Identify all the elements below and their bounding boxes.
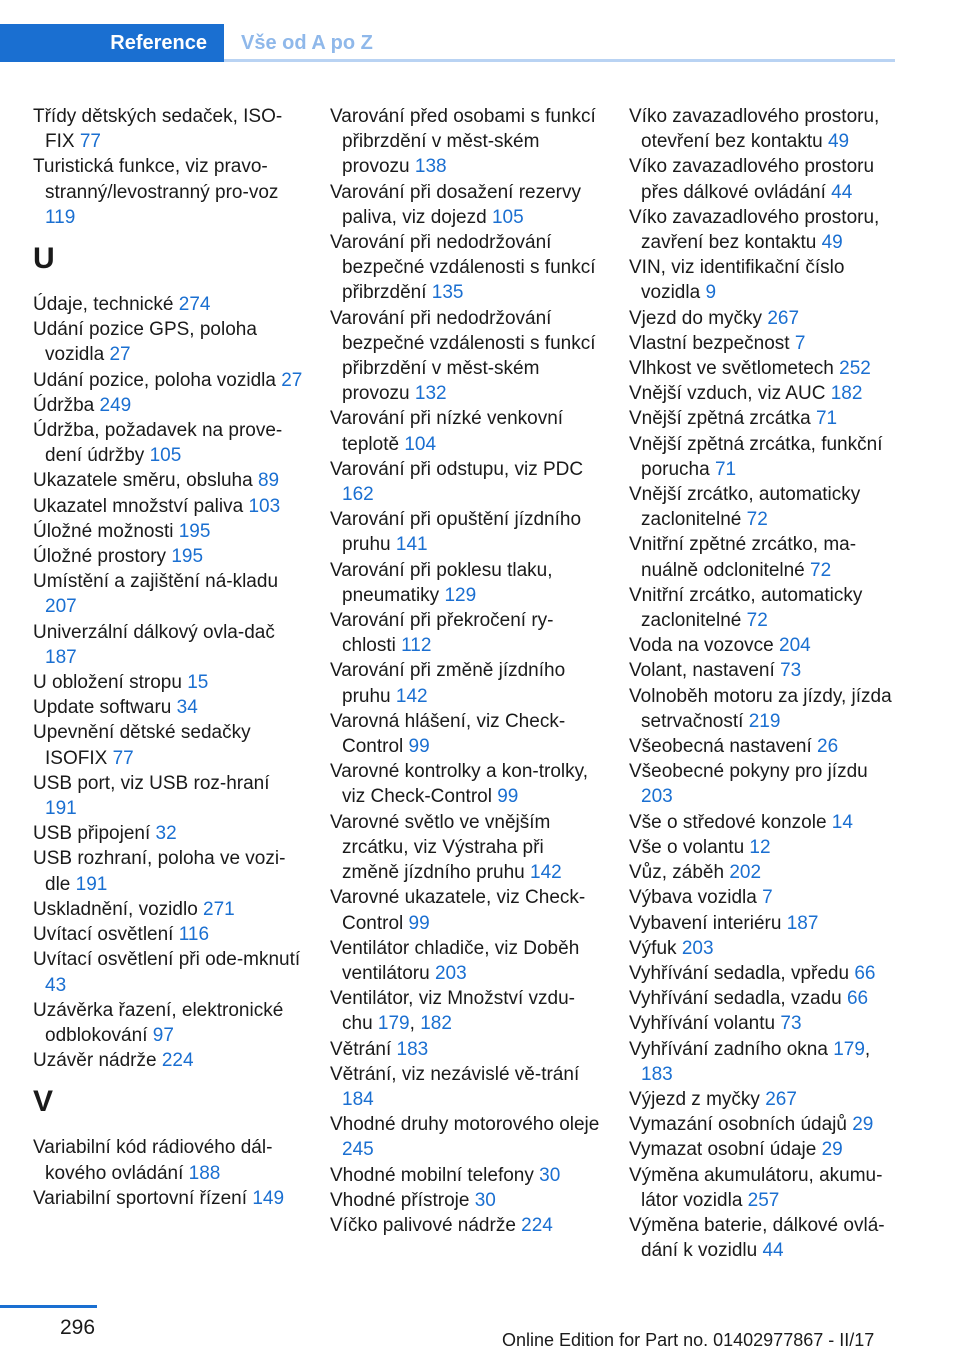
index-term: USB připojení <box>33 823 151 845</box>
page-link[interactable]: 49 <box>821 232 843 254</box>
page-link[interactable]: 71 <box>714 458 737 480</box>
index-entry <box>629 1213 897 1263</box>
page-link[interactable]: 72 <box>810 559 832 581</box>
index-term: Vnitřní zrcátko, automaticky zaclonitelné <box>629 584 863 632</box>
page-link[interactable]: 203 <box>434 962 467 984</box>
page-link[interactable]: 162 <box>342 484 374 506</box>
index-entry <box>629 381 897 406</box>
page-link[interactable]: 9 <box>705 282 717 304</box>
index-term: Vůz, záběh <box>629 862 725 884</box>
page-link[interactable]: 73 <box>780 1013 802 1035</box>
index-entry <box>629 860 897 885</box>
index-entry <box>629 810 897 835</box>
index-term: Varování při poklesu tlaku, pneumatiky <box>330 559 553 606</box>
index-entry: Ventilátor, viz Množství vzdu-chu 179, 182 <box>330 988 575 1035</box>
index-entry <box>330 1163 600 1188</box>
index-entry <box>33 771 303 821</box>
page-number: 296 <box>60 1316 96 1339</box>
page-link[interactable]: 7 <box>762 887 773 909</box>
page-link[interactable]: 49 <box>827 131 850 153</box>
index-term: Vhodné přístroje <box>330 1189 470 1211</box>
header <box>0 24 895 62</box>
page-link[interactable]: 66 <box>854 962 876 984</box>
index-entry <box>33 317 303 367</box>
page-link[interactable]: 71 <box>815 408 838 430</box>
index-term: Vyhřívání sedadla, vpředu <box>629 962 850 984</box>
page-link[interactable]: 179 <box>833 1038 865 1060</box>
index-term: Víko zavazadlového prostoru přes dálkové ovládání <box>629 156 875 203</box>
page-link[interactable]: 184 <box>342 1088 374 1110</box>
page-link[interactable]: 195 <box>171 546 204 568</box>
page-link[interactable]: 129 <box>444 584 477 606</box>
index-letter-heading: U <box>33 242 55 276</box>
index-term: Údaje, technické <box>33 294 174 316</box>
index-term: Varování při změně jízdního pruhu <box>330 660 566 707</box>
page-link[interactable]: 191 <box>45 798 77 820</box>
index-entry <box>629 911 897 936</box>
index-term: Varování při odstupu, viz PDC <box>330 458 584 480</box>
page-link[interactable]: 12 <box>749 836 771 858</box>
index-entry <box>33 947 303 997</box>
page-link[interactable]: 267 <box>767 307 800 329</box>
index-term: Výfuk <box>629 937 677 959</box>
tab-reference[interactable] <box>0 24 224 62</box>
page-link[interactable]: 252 <box>839 358 871 380</box>
index-entry <box>330 658 600 708</box>
index-term: USB port, viz USB roz-hraní <box>33 772 270 794</box>
index-term: Vlhkost ve světlometech <box>629 358 834 380</box>
index-entry <box>629 961 897 986</box>
page-link[interactable]: 27 <box>109 344 131 366</box>
index-entry <box>330 507 600 557</box>
page-link[interactable]: 203 <box>641 786 673 808</box>
page-link[interactable]: 138 <box>414 156 447 178</box>
page-link[interactable]: 257 <box>747 1189 780 1211</box>
page-link[interactable]: 179 <box>377 1013 410 1035</box>
page-link[interactable]: 89 <box>257 470 280 492</box>
index-term: Varování při dosažení rezervy paliva, viz dojezd <box>330 181 581 228</box>
index-term: Vnější zpětná zrcátka, funkční porucha <box>629 433 883 480</box>
index-entry <box>629 684 897 734</box>
index-entry <box>629 1163 897 1213</box>
index-entry <box>629 1087 897 1112</box>
index-term: Upevnění dětské sedačky ISOFIX <box>33 722 251 769</box>
index-entry <box>33 695 303 720</box>
page-link[interactable]: 187 <box>786 912 819 934</box>
page-link[interactable]: 149 <box>252 1187 285 1209</box>
page-link[interactable]: 105 <box>149 445 182 467</box>
index-term: Vhodné mobilní telefony <box>330 1164 534 1186</box>
index-entry <box>33 1135 303 1185</box>
index-term: Udání pozice GPS, poloha vozidla <box>33 319 257 366</box>
index-term: U obložení stropu <box>33 672 182 694</box>
page-link[interactable]: 34 <box>176 697 198 719</box>
index-term: Vlastní bezpečnost <box>629 332 790 354</box>
index-entry <box>629 104 897 154</box>
index-entry <box>629 255 897 305</box>
index-term: Ukazatel množství paliva <box>33 495 244 517</box>
page-link[interactable]: 44 <box>762 1240 784 1262</box>
page-link[interactable]: 44 <box>831 181 853 203</box>
page-link[interactable]: 116 <box>178 924 210 946</box>
index-term: Volant, nastavení <box>629 660 775 682</box>
index-entry <box>330 936 600 986</box>
index-entry <box>629 1137 897 1162</box>
page-link[interactable]: 132 <box>414 383 447 405</box>
page-link[interactable]: 141 <box>395 534 428 556</box>
page-link[interactable]: 7 <box>794 332 806 354</box>
index-entry <box>330 306 600 407</box>
page-link[interactable]: 99 <box>408 736 430 758</box>
index-entry <box>330 759 600 809</box>
page-link[interactable]: 104 <box>404 433 437 455</box>
index-entry <box>33 1186 303 1211</box>
index-entry <box>33 1048 303 1073</box>
index-term: VIN, viz identifikační číslo vozidla <box>629 257 845 304</box>
page-link[interactable]: 195 <box>178 520 211 542</box>
index-entry <box>33 519 303 544</box>
index-entry: Vyhřívání zadního okna 179, 183 <box>629 1038 871 1085</box>
page-link[interactable]: 224 <box>161 1050 194 1072</box>
index-term: Všeobecná nastavení <box>629 736 812 758</box>
index-term: Varování před osobami s funkcí přibrzdění v měst-ském provozu <box>330 106 596 178</box>
index-term: Udání pozice, poloha vozidla <box>33 369 276 391</box>
page-link[interactable]: 135 <box>431 282 464 304</box>
footer-rule <box>0 1305 97 1308</box>
index-term: Varování při nízké venkovní teplotě <box>330 408 564 455</box>
index-term: Uvítací osvětlení <box>33 924 174 946</box>
page-link[interactable]: 182 <box>420 1013 452 1035</box>
index-entry <box>629 633 897 658</box>
index-term: Vnitřní zpětné zrcátko, ma-nuálně odclonitelné <box>629 534 857 581</box>
index-entry <box>629 583 897 633</box>
index-entry <box>629 432 897 482</box>
page-link[interactable]: 99 <box>408 912 430 934</box>
index-term: Uvítací osvětlení při ode-mknutí <box>33 949 301 971</box>
index-term: Variabilní kód rádiového dál-kového ovládání <box>33 1137 273 1184</box>
index-term: Údržba, požadavek na prove-dení údržby <box>33 420 283 467</box>
index-term: Varovné světlo ve vnějším zrcátku, viz Výstraha při změně jízdního pruhu <box>330 811 551 884</box>
index-entry <box>330 104 600 180</box>
index-entry <box>629 331 897 356</box>
index-entry <box>33 468 303 493</box>
index-term: Varovná hlášení, viz Check-Control <box>330 710 566 758</box>
page-link[interactable]: 203 <box>681 937 714 959</box>
page-link[interactable]: 77 <box>112 747 134 769</box>
page-link[interactable]: 119 <box>45 206 76 228</box>
index-term: Turistická funkce, viz pravo-stranný/levostranný pro-voz <box>33 156 279 203</box>
page-link[interactable]: 14 <box>831 811 853 833</box>
index-entry <box>629 1011 897 1036</box>
index-entry <box>330 1188 600 1213</box>
index-term: Vhodné druhy motorového oleje <box>330 1114 600 1136</box>
tab-a-to-z-label: Vše od A po Z <box>241 31 373 54</box>
page-link[interactable]: 112 <box>401 635 432 657</box>
index-entry <box>629 356 897 381</box>
index-term: Větrání <box>330 1038 392 1060</box>
page-link[interactable]: 271 <box>203 898 235 920</box>
index-term: Varování při nedodržování bezpečné vzdálenosti s funkcí přibrzdění v měst-ském provozu <box>330 307 596 405</box>
index-entry <box>629 986 897 1011</box>
index-entry <box>629 406 897 431</box>
index-term: Uzávěr nádrže <box>33 1050 157 1072</box>
page-link[interactable]: 191 <box>75 873 108 895</box>
page-link[interactable]: 274 <box>178 294 211 316</box>
page-link[interactable]: 188 <box>188 1162 221 1184</box>
index-entry <box>629 482 897 532</box>
page-link[interactable]: 183 <box>396 1038 429 1060</box>
index-term: Vše o středové konzole <box>629 811 827 833</box>
index-term: Ventilátor chladiče, viz Doběh ventilátoru <box>330 937 580 984</box>
index-term: Úložné prostory <box>33 546 167 568</box>
page-link[interactable]: 105 <box>491 206 524 228</box>
index-entry <box>33 104 303 154</box>
index-entry <box>629 532 897 582</box>
index-term: Úložné možnosti <box>33 520 174 542</box>
index-term: Update softwaru <box>33 697 172 719</box>
index-term: Vnější vzduch, viz AUC <box>629 383 826 405</box>
index-column-3 <box>629 104 897 1263</box>
index-entry <box>33 418 303 468</box>
index-term: Univerzální dálkový ovla-dač <box>33 621 275 643</box>
index-term: Víko zavazadlového prostoru, otevření bez kontaktu <box>629 106 880 153</box>
page-link[interactable]: 142 <box>395 685 428 707</box>
index-entry <box>330 406 600 456</box>
index-entry <box>33 846 303 896</box>
index-term: Vnější zrcátko, automaticky zaclonitelné <box>629 484 861 531</box>
page-link[interactable]: 182 <box>830 383 863 405</box>
page-link[interactable]: 219 <box>748 710 781 732</box>
page-link[interactable]: 30 <box>474 1189 496 1211</box>
page-link[interactable]: 15 <box>187 672 209 694</box>
index-term: Výbava vozidla <box>629 887 757 909</box>
page-link[interactable]: 97 <box>152 1024 174 1046</box>
index-entry <box>33 494 303 519</box>
index-entry <box>629 759 897 809</box>
index-term: Třídy dětských sedaček, ISO-FIX <box>33 106 283 153</box>
index-entry <box>330 457 600 507</box>
index-entry <box>330 180 600 230</box>
index-entry <box>33 922 303 947</box>
page-link[interactable]: 245 <box>342 1139 374 1161</box>
page-link[interactable]: 103 <box>248 495 281 517</box>
index-entry <box>629 658 897 683</box>
index-term: Umístění a zajištění ná-kladu <box>33 571 279 593</box>
index-entry <box>629 306 897 331</box>
index-term: Varování při nedodržování bezpečné vzdálenosti s funkcí přibrzdění <box>330 232 596 304</box>
page-link[interactable]: 77 <box>79 131 101 153</box>
index-entry <box>33 544 303 569</box>
tab-a-to-z[interactable] <box>224 24 373 62</box>
index-column-2 <box>330 104 600 1238</box>
index-term: Údržba <box>33 394 95 416</box>
page-link[interactable]: 66 <box>846 988 869 1010</box>
index-term: Vyhřívání volantu <box>629 1013 776 1035</box>
index-term: Vše o volantu <box>629 836 745 858</box>
index-term: Vymazat osobní údaje <box>629 1139 817 1161</box>
page-link[interactable]: 187 <box>45 646 77 668</box>
page-link[interactable]: 207 <box>45 596 77 618</box>
index-entry <box>629 835 897 860</box>
page-link[interactable]: 27 <box>281 369 303 391</box>
header-rule <box>224 59 895 62</box>
index-entry <box>330 1213 600 1238</box>
index-term: Volnoběh motoru za jízdy, jízda setrvačností <box>629 685 892 732</box>
page-link[interactable]: 204 <box>779 635 811 657</box>
index-term: Víčko palivové nádrže <box>330 1214 516 1236</box>
index-entry <box>629 205 897 255</box>
page-link[interactable]: 29 <box>852 1114 874 1136</box>
index-entry <box>33 998 303 1048</box>
index-column-1 <box>33 104 303 1211</box>
index-term: USB rozhraní, poloha ve vozi-dle <box>33 848 286 895</box>
index-entry <box>33 292 303 317</box>
index-entry <box>330 230 600 306</box>
index-entry <box>330 709 600 759</box>
index-term: Varování při překročení ry-chlosti <box>330 610 554 657</box>
index-term: Varování při opuštění jízdního pruhu <box>330 509 582 556</box>
index-entry <box>629 936 897 961</box>
page-link[interactable]: 30 <box>539 1164 561 1186</box>
index-entry <box>33 368 303 393</box>
index-term: Vybavení interiéru <box>629 912 782 934</box>
index-entry <box>33 670 303 695</box>
index-entry <box>330 1062 600 1112</box>
index-term: Varovné kontrolky a kon-trolky, viz Check-Control <box>330 761 589 808</box>
index-term: Ventilátor, viz Množství vzdu-chu <box>330 988 575 1035</box>
index-term: Výměna akumulátoru, akumu-látor vozidla <box>629 1164 883 1211</box>
index-entry <box>330 558 600 608</box>
page-link[interactable]: 142 <box>530 862 562 884</box>
index-entry <box>629 885 897 910</box>
page-link[interactable]: 224 <box>521 1214 553 1236</box>
index-entry <box>33 720 303 770</box>
page-link[interactable]: 183 <box>641 1063 673 1085</box>
index-term: Vymazání osobních údajů <box>629 1114 847 1136</box>
index-entry <box>33 620 303 670</box>
index-term: Vyhřívání sedadla, vzadu <box>629 988 842 1010</box>
index-entry <box>330 1112 600 1162</box>
page-link[interactable]: 73 <box>780 660 802 682</box>
page-link[interactable]: 72 <box>746 509 768 531</box>
index-entry <box>33 821 303 846</box>
index-term: Větrání, viz nezávislé vě-trání <box>330 1063 580 1085</box>
page-link[interactable]: 72 <box>746 610 768 632</box>
index-term: Výjezd z myčky <box>629 1088 760 1110</box>
index-entry <box>629 1112 897 1137</box>
index-entry <box>629 154 897 204</box>
index-term: Vyhřívání zadního okna <box>629 1038 828 1060</box>
tab-reference-label: Reference <box>110 31 207 54</box>
page-link[interactable]: 43 <box>45 974 67 996</box>
page-link[interactable]: 267 <box>765 1088 797 1110</box>
index-entry <box>33 154 303 230</box>
index-term: Víko zavazadlového prostoru, zavření bez kontaktu <box>629 206 880 254</box>
index-letter-heading: V <box>33 1085 54 1119</box>
index-entry <box>33 393 303 418</box>
index-term: Uskladnění, vozidlo <box>33 898 198 920</box>
page-link[interactable]: 202 <box>729 862 762 884</box>
index-entry <box>33 569 303 619</box>
edition-note: Online Edition for Part no. 01402977867 - II/17 <box>502 1330 875 1350</box>
index-term: Vnější zpětná zrcátka <box>629 408 811 430</box>
index-entry <box>629 734 897 759</box>
index-term: Varovné ukazatele, viz Check-Control <box>330 887 586 934</box>
index-entry <box>330 885 600 935</box>
index-term: Variabilní sportovní řízení <box>33 1187 248 1209</box>
index-term: Vjezd do myčky <box>629 307 763 329</box>
index-entry <box>33 897 303 922</box>
index-entry <box>330 608 600 658</box>
index-term: Ukazatele směru, obsluha <box>33 470 253 492</box>
page-link[interactable]: 29 <box>821 1139 843 1161</box>
index-term: Výměna baterie, dálkové ovlá-dání k vozidlu <box>629 1214 885 1262</box>
page-link[interactable]: 32 <box>155 823 177 845</box>
index-term: Všeobecné pokyny pro jízdu <box>629 761 868 783</box>
index-term: Uzávěrka řazení, elektronické odblokování <box>33 999 284 1046</box>
page-link[interactable]: 99 <box>497 786 519 808</box>
index-entry <box>330 1037 600 1062</box>
index-term: Voda na vozovce <box>629 635 774 657</box>
page-link[interactable]: 26 <box>817 736 839 758</box>
index-entry <box>330 810 600 886</box>
page-link[interactable]: 249 <box>99 394 132 416</box>
